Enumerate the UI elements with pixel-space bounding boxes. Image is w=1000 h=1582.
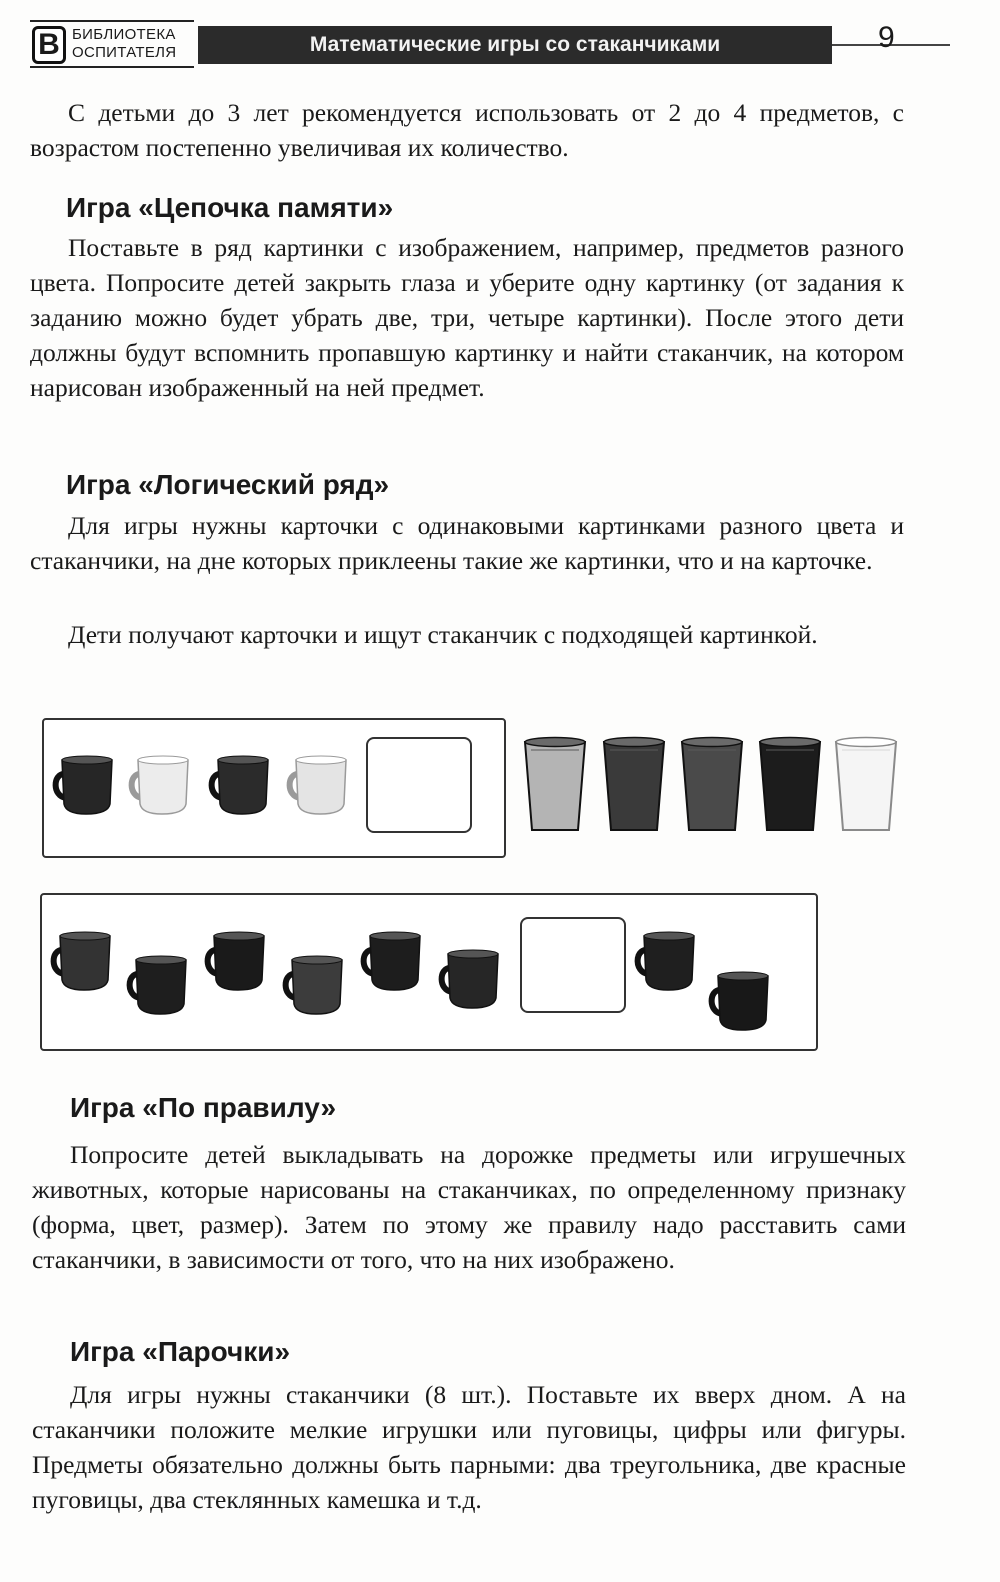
logo-letter: В	[32, 26, 66, 64]
cup-icon	[679, 736, 745, 834]
mug-icon	[436, 946, 502, 1012]
mug-icon	[202, 928, 268, 994]
mug-icon	[358, 928, 424, 994]
heading-logical-row: Игра «Логический ряд»	[66, 469, 390, 500]
logo-line-2: ОСПИТАТЕЛЯ	[72, 44, 177, 61]
mug-icon	[706, 968, 772, 1034]
figure2-empty-slot	[520, 917, 626, 1013]
intro-paragraph: С детьми до 3 лет рекомендуется использовать от 2 до 4 предметов, с возрастом постепенно увеличивая их количество.	[30, 98, 904, 162]
heading-pairs: Игра «Парочки»	[70, 1336, 291, 1367]
mug-icon	[284, 752, 350, 818]
cup-icon	[833, 736, 899, 834]
paragraph-memory-chain: Поставьте в ряд картинки с изображением, например, предметов разного цвета. Попросите детей закрыть глаза и уберите одну картинку (от задания к заданию можно будет убрать две, три, четыре картинки). После этого дети должны будут вспомнить пропавшую картинку и найти стаканчик, на котором нарисован изображенный на ней предмет.	[30, 233, 904, 402]
cup-icon	[601, 736, 667, 834]
logo-line-1: БИБЛИОТЕКА	[72, 26, 176, 43]
paragraph-by-rule: Попросите детей выкладывать на дорожке предметы или игрушечных животных, которые нарисованы на стаканчиках, по определенному признаку (форма, цвет, размер). Затем по этому же правилу надо расставить сами стаканчики, в зависимости от того, что на них изображено.	[32, 1140, 906, 1274]
paragraph-logical-row-1: Для игры нужны карточки с одинаковыми картинками разного цвета и стаканчики, на дне которых приклеены такие же картинки, что и на карточке.	[30, 511, 904, 575]
cup-icon	[757, 736, 823, 834]
figure1-empty-slot	[366, 737, 472, 833]
paragraph-pairs: Для игры нужны стаканчики (8 шт.). Поставьте их вверх дном. А на стаканчики положите мелкие игрушки или пуговицы, цифры или фигуры. Предметы обязательно должны быть парными: два треугольника, две красные пуговицы, два стеклянных камешка и т.д.	[32, 1380, 906, 1514]
paragraph-logical-row-2: Дети получают карточки и ищут стаканчик с подходящей картинкой.	[68, 620, 818, 649]
mug-icon	[50, 752, 116, 818]
mug-icon	[632, 928, 698, 994]
heading-by-rule: Игра «По правилу»	[70, 1092, 337, 1123]
mug-icon	[48, 928, 114, 994]
running-title: Математические игры со стаканчиками	[198, 26, 832, 64]
cup-icon	[522, 736, 588, 834]
heading-memory-chain: Игра «Цепочка памяти»	[66, 192, 394, 223]
page-header	[30, 18, 950, 70]
page-number: 9	[878, 21, 895, 54]
mug-icon	[280, 952, 346, 1018]
series-logo	[30, 20, 194, 68]
mug-icon	[206, 752, 272, 818]
mug-icon	[124, 952, 190, 1018]
mug-icon	[126, 752, 192, 818]
